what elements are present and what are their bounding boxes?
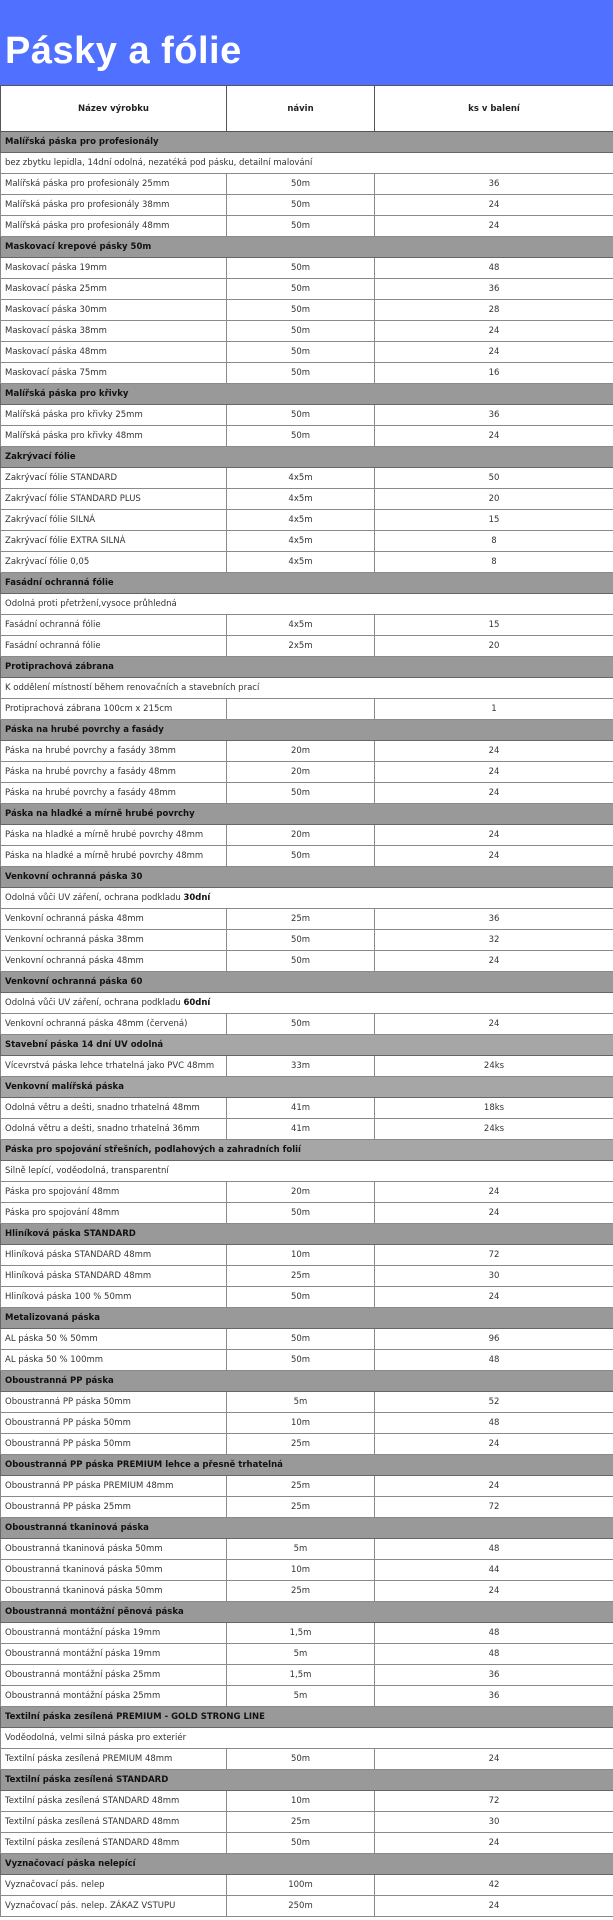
section-title: Hliníková páska STANDARD xyxy=(1,1224,613,1245)
product-length: 4x5m xyxy=(227,510,375,531)
product-length: 50m xyxy=(227,846,375,867)
section-title: Malířská páska pro profesionály xyxy=(1,132,613,153)
product-pack-qty: 24 xyxy=(375,426,613,447)
product-pack-qty: 36 xyxy=(375,909,613,930)
description-text: Odolná vůči UV záření, ochrana podkladu xyxy=(5,893,184,903)
product-name: Fasádní ochranná fólie xyxy=(1,636,227,657)
product-pack-qty: 32 xyxy=(375,930,613,951)
table-row xyxy=(1,1203,613,1224)
section-title: Textilní páska zesílená STANDARD xyxy=(1,1770,613,1791)
product-length: 25m xyxy=(227,1434,375,1455)
description-bold: 30dní xyxy=(183,893,211,903)
product-pack-qty: 24 xyxy=(375,1014,613,1035)
section-title: Páska na hladké a mírně hrubé povrchy xyxy=(1,804,613,825)
table-row xyxy=(1,321,613,342)
section-title: Fasádní ochranná fólie xyxy=(1,573,613,594)
product-length: 5m xyxy=(227,1686,375,1707)
product-length: 5m xyxy=(227,1539,375,1560)
product-name: Venkovní ochranná páska 48mm xyxy=(1,951,227,972)
description-text: Silně lepící, voděodolná, transparentní xyxy=(5,1166,169,1176)
product-pack-qty: 24 xyxy=(375,195,613,216)
product-length: 2x5m xyxy=(227,636,375,657)
section-description-row xyxy=(1,1161,613,1182)
product-name: Fasádní ochranná fólie xyxy=(1,615,227,636)
product-length: 1,5m xyxy=(227,1623,375,1644)
product-pack-qty: 24 xyxy=(375,846,613,867)
product-name: Páska na hladké a mírně hrubé povrchy 48mm xyxy=(1,846,227,867)
product-name: Oboustranná PP páska 50mm xyxy=(1,1434,227,1455)
product-length: 25m xyxy=(227,1812,375,1833)
table-row xyxy=(1,783,613,804)
section-header-row xyxy=(1,1224,613,1245)
product-length: 20m xyxy=(227,762,375,783)
column-header-pack-qty: ks v balení xyxy=(375,86,613,132)
product-pack-qty: 20 xyxy=(375,489,613,510)
product-pack-qty: 48 xyxy=(375,258,613,279)
table-row xyxy=(1,741,613,762)
product-pack-qty: 24 xyxy=(375,783,613,804)
product-pack-qty: 28 xyxy=(375,300,613,321)
table-row xyxy=(1,489,613,510)
product-pack-qty: 24 xyxy=(375,825,613,846)
product-length: 50m xyxy=(227,363,375,384)
product-length: 50m xyxy=(227,1749,375,1770)
section-header-row xyxy=(1,657,613,678)
product-pack-qty: 24 xyxy=(375,762,613,783)
product-name: Oboustranná PP páska 50mm xyxy=(1,1392,227,1413)
table-row xyxy=(1,1413,613,1434)
product-pack-qty: 50 xyxy=(375,468,613,489)
section-description-row xyxy=(1,594,613,615)
product-name: Páska na hladké a mírně hrubé povrchy 48mm xyxy=(1,825,227,846)
product-length: 50m xyxy=(227,405,375,426)
table-row xyxy=(1,1245,613,1266)
product-length: 50m xyxy=(227,321,375,342)
product-length: 41m xyxy=(227,1098,375,1119)
table-row xyxy=(1,1434,613,1455)
product-name: AL páska 50 % 100mm xyxy=(1,1350,227,1371)
section-header-row xyxy=(1,1707,613,1728)
product-name: Vyznačovací pás. nelep. ZÁKAZ VSTUPU xyxy=(1,1896,227,1917)
product-length: 50m xyxy=(227,342,375,363)
table-row xyxy=(1,1791,613,1812)
product-name: Páska na hrubé povrchy a fasády 38mm xyxy=(1,741,227,762)
description-text: K oddělení místností během renovačních a stavebních prací xyxy=(5,683,260,693)
product-pack-qty: 36 xyxy=(375,405,613,426)
table-row xyxy=(1,1476,613,1497)
product-pack-qty: 72 xyxy=(375,1245,613,1266)
section-header-row xyxy=(1,804,613,825)
product-length: 33m xyxy=(227,1056,375,1077)
product-name: AL páska 50 % 50mm xyxy=(1,1329,227,1350)
product-length: 5m xyxy=(227,1644,375,1665)
product-length: 4x5m xyxy=(227,615,375,636)
section-title: Venkovní ochranná páska 60 xyxy=(1,972,613,993)
product-name: Páska na hrubé povrchy a fasády 48mm xyxy=(1,783,227,804)
table-row xyxy=(1,1014,613,1035)
table-row xyxy=(1,1182,613,1203)
page-banner xyxy=(0,0,613,85)
product-length: 50m xyxy=(227,783,375,804)
product-length: 50m xyxy=(227,1287,375,1308)
product-pack-qty: 24ks xyxy=(375,1119,613,1140)
product-pack-qty: 24 xyxy=(375,1896,613,1917)
table-row xyxy=(1,1497,613,1518)
table-row xyxy=(1,846,613,867)
product-pack-qty: 52 xyxy=(375,1392,613,1413)
section-header-row xyxy=(1,132,613,153)
product-name: Hliníková páska STANDARD 48mm xyxy=(1,1245,227,1266)
product-name: Vícevrstvá páska lehce trhatelná jako PVC 48mm xyxy=(1,1056,227,1077)
product-length: 50m xyxy=(227,1833,375,1854)
product-length: 25m xyxy=(227,909,375,930)
section-header-row xyxy=(1,1077,613,1098)
table-row xyxy=(1,552,613,573)
product-name: Textilní páska zesílená STANDARD 48mm xyxy=(1,1833,227,1854)
section-description-row xyxy=(1,153,613,174)
product-name: Oboustranná montážní páska 19mm xyxy=(1,1644,227,1665)
table-row xyxy=(1,405,613,426)
product-length: 4x5m xyxy=(227,531,375,552)
table-row xyxy=(1,930,613,951)
section-header-row xyxy=(1,573,613,594)
table-row xyxy=(1,300,613,321)
product-length: 50m xyxy=(227,216,375,237)
section-description xyxy=(1,1728,613,1749)
product-name: Venkovní ochranná páska 48mm (červená) xyxy=(1,1014,227,1035)
section-title: Metalizovaná páska xyxy=(1,1308,613,1329)
product-name: Malířská páska pro křivky 48mm xyxy=(1,426,227,447)
table-row xyxy=(1,636,613,657)
section-description-row xyxy=(1,888,613,909)
table-row xyxy=(1,258,613,279)
product-pack-qty: 72 xyxy=(375,1497,613,1518)
product-pack-qty: 36 xyxy=(375,1686,613,1707)
product-name: Hliníková páska STANDARD 48mm xyxy=(1,1266,227,1287)
table-header-row xyxy=(1,86,613,132)
table-row xyxy=(1,1392,613,1413)
product-name: Oboustranná montážní páska 19mm xyxy=(1,1623,227,1644)
product-length: 25m xyxy=(227,1476,375,1497)
product-pack-qty: 48 xyxy=(375,1623,613,1644)
table-row xyxy=(1,762,613,783)
product-pack-qty: 48 xyxy=(375,1350,613,1371)
section-description xyxy=(1,993,613,1014)
product-length: 50m xyxy=(227,195,375,216)
table-row xyxy=(1,1896,613,1917)
product-length: 4x5m xyxy=(227,489,375,510)
table-row xyxy=(1,468,613,489)
product-name: Venkovní ochranná páska 48mm xyxy=(1,909,227,930)
description-bold: 60dní xyxy=(183,998,211,1008)
product-pack-qty: 48 xyxy=(375,1644,613,1665)
product-pack-qty: 1 xyxy=(375,699,613,720)
section-description xyxy=(1,678,613,699)
product-pack-qty: 30 xyxy=(375,1266,613,1287)
product-name: Oboustranná PP páska 25mm xyxy=(1,1497,227,1518)
product-pack-qty: 24 xyxy=(375,951,613,972)
section-title: Protiprachová zábrana xyxy=(1,657,613,678)
description-text: Odolná vůči UV záření, ochrana podkladu xyxy=(5,998,184,1008)
product-name: Maskovací páska 75mm xyxy=(1,363,227,384)
product-name: Hliníková páska 100 % 50mm xyxy=(1,1287,227,1308)
section-title: Venkovní malířská páska xyxy=(1,1077,613,1098)
product-length: 100m xyxy=(227,1875,375,1896)
product-name: Páska na hrubé povrchy a fasády 48mm xyxy=(1,762,227,783)
product-length: 25m xyxy=(227,1266,375,1287)
section-title: Oboustranná montážní pěnová páska xyxy=(1,1602,613,1623)
product-name: Oboustranná montážní páska 25mm xyxy=(1,1665,227,1686)
section-header-row xyxy=(1,972,613,993)
product-pack-qty: 24 xyxy=(375,342,613,363)
product-length: 5m xyxy=(227,1392,375,1413)
product-name: Zakrývací fólie 0,05 xyxy=(1,552,227,573)
product-pack-qty: 48 xyxy=(375,1413,613,1434)
product-length: 25m xyxy=(227,1581,375,1602)
table-row xyxy=(1,951,613,972)
product-length: 50m xyxy=(227,1014,375,1035)
product-pack-qty: 36 xyxy=(375,279,613,300)
product-length: 1,5m xyxy=(227,1665,375,1686)
section-description xyxy=(1,153,613,174)
section-title: Oboustranná tkaninová páska xyxy=(1,1518,613,1539)
section-title: Malířská páska pro křivky xyxy=(1,384,613,405)
page-title: Pásky a fólie xyxy=(5,30,242,72)
table-row xyxy=(1,1833,613,1854)
product-name: Textilní páska zesílená STANDARD 48mm xyxy=(1,1791,227,1812)
table-row xyxy=(1,1665,613,1686)
table-row xyxy=(1,216,613,237)
section-header-row xyxy=(1,720,613,741)
product-pack-qty: 42 xyxy=(375,1875,613,1896)
product-name: Zakrývací fólie EXTRA SILNÁ xyxy=(1,531,227,552)
product-name: Páska pro spojování 48mm xyxy=(1,1203,227,1224)
table-row xyxy=(1,279,613,300)
product-length: 50m xyxy=(227,930,375,951)
table-row xyxy=(1,510,613,531)
table-row xyxy=(1,909,613,930)
product-name: Oboustranná montážní páska 25mm xyxy=(1,1686,227,1707)
product-pack-qty: 24 xyxy=(375,1434,613,1455)
product-pack-qty: 8 xyxy=(375,531,613,552)
product-pack-qty: 24 xyxy=(375,216,613,237)
product-name: Páska pro spojování 48mm xyxy=(1,1182,227,1203)
product-pack-qty: 24 xyxy=(375,1287,613,1308)
product-name: Oboustranná tkaninová páska 50mm xyxy=(1,1539,227,1560)
table-row xyxy=(1,1119,613,1140)
product-pack-qty: 24ks xyxy=(375,1056,613,1077)
product-length: 50m xyxy=(227,1329,375,1350)
section-title: Vyznačovací páska nelepící xyxy=(1,1854,613,1875)
product-pack-qty: 44 xyxy=(375,1560,613,1581)
product-length: 20m xyxy=(227,1182,375,1203)
product-table xyxy=(0,85,613,1917)
section-header-row xyxy=(1,1308,613,1329)
section-header-row xyxy=(1,867,613,888)
description-text: bez zbytku lepidla, 14dní odolná, nezatéká pod pásku, detailní malování xyxy=(5,158,313,168)
column-header-length: návin xyxy=(227,86,375,132)
section-title: Oboustranná PP páska PREMIUM lehce a přesně trhatelná xyxy=(1,1455,613,1476)
table-row xyxy=(1,1749,613,1770)
product-pack-qty: 24 xyxy=(375,321,613,342)
section-description xyxy=(1,594,613,615)
product-name: Maskovací páska 25mm xyxy=(1,279,227,300)
product-name: Vyznačovací pás. nelep xyxy=(1,1875,227,1896)
product-length: 50m xyxy=(227,174,375,195)
section-header-row xyxy=(1,384,613,405)
product-name: Protiprachová zábrana 100cm x 215cm xyxy=(1,699,227,720)
section-header-row xyxy=(1,1455,613,1476)
column-header-name: Název výrobku xyxy=(1,86,227,132)
section-header-row xyxy=(1,1770,613,1791)
table-row xyxy=(1,1644,613,1665)
product-name: Venkovní ochranná páska 38mm xyxy=(1,930,227,951)
product-name: Zakrývací fólie STANDARD PLUS xyxy=(1,489,227,510)
table-row xyxy=(1,1266,613,1287)
table-row xyxy=(1,1875,613,1896)
product-pack-qty: 24 xyxy=(375,1833,613,1854)
section-title: Páska pro spojování střešních, podlahových a zahradních folií xyxy=(1,1140,613,1161)
product-pack-qty: 24 xyxy=(375,1581,613,1602)
product-pack-qty: 30 xyxy=(375,1812,613,1833)
product-name: Textilní páska zesílená STANDARD 48mm xyxy=(1,1812,227,1833)
section-description-row xyxy=(1,1728,613,1749)
product-name: Malířská páska pro profesionály 38mm xyxy=(1,195,227,216)
product-pack-qty: 24 xyxy=(375,741,613,762)
section-header-row xyxy=(1,237,613,258)
table-row xyxy=(1,195,613,216)
section-title: Oboustranná PP páska xyxy=(1,1371,613,1392)
section-header-row xyxy=(1,1371,613,1392)
section-title: Venkovní ochranná páska 30 xyxy=(1,867,613,888)
product-length: 41m xyxy=(227,1119,375,1140)
product-length: 50m xyxy=(227,258,375,279)
product-length: 50m xyxy=(227,1350,375,1371)
product-pack-qty: 24 xyxy=(375,1476,613,1497)
product-pack-qty: 36 xyxy=(375,1665,613,1686)
table-row xyxy=(1,1812,613,1833)
product-name: Malířská páska pro křivky 25mm xyxy=(1,405,227,426)
product-pack-qty: 48 xyxy=(375,1539,613,1560)
table-row xyxy=(1,174,613,195)
product-name: Maskovací páska 30mm xyxy=(1,300,227,321)
table-body xyxy=(1,132,613,1917)
product-pack-qty: 8 xyxy=(375,552,613,573)
product-length: 10m xyxy=(227,1245,375,1266)
product-name: Zakrývací fólie SILNÁ xyxy=(1,510,227,531)
table-row xyxy=(1,1560,613,1581)
product-name: Malířská páska pro profesionály 48mm xyxy=(1,216,227,237)
table-row xyxy=(1,531,613,552)
table-row xyxy=(1,1686,613,1707)
product-length: 50m xyxy=(227,300,375,321)
section-title: Textilní páska zesílená PREMIUM - GOLD STRONG LINE xyxy=(1,1707,613,1728)
product-name: Textilní páska zesílená PREMIUM 48mm xyxy=(1,1749,227,1770)
product-pack-qty: 24 xyxy=(375,1182,613,1203)
product-length: 10m xyxy=(227,1560,375,1581)
product-pack-qty: 24 xyxy=(375,1749,613,1770)
table-row xyxy=(1,1056,613,1077)
product-name: Oboustranná tkaninová páska 50mm xyxy=(1,1560,227,1581)
table-row xyxy=(1,1350,613,1371)
table-row xyxy=(1,342,613,363)
description-text: Odolná proti přetržení,vysoce průhledná xyxy=(5,599,177,609)
product-pack-qty: 20 xyxy=(375,636,613,657)
section-title: Zakrývací fólie xyxy=(1,447,613,468)
product-length: 10m xyxy=(227,1413,375,1434)
product-pack-qty: 72 xyxy=(375,1791,613,1812)
product-length: 50m xyxy=(227,426,375,447)
product-pack-qty: 15 xyxy=(375,510,613,531)
section-header-row xyxy=(1,1140,613,1161)
product-pack-qty: 36 xyxy=(375,174,613,195)
product-length: 50m xyxy=(227,951,375,972)
table-row xyxy=(1,1098,613,1119)
product-length: 20m xyxy=(227,825,375,846)
product-length: 10m xyxy=(227,1791,375,1812)
section-title: Páska na hrubé povrchy a fasády xyxy=(1,720,613,741)
section-description xyxy=(1,1161,613,1182)
table-row xyxy=(1,1539,613,1560)
table-row xyxy=(1,1329,613,1350)
product-length: 50m xyxy=(227,279,375,300)
section-description-row xyxy=(1,993,613,1014)
product-length xyxy=(227,699,375,720)
product-length: 4x5m xyxy=(227,552,375,573)
product-length: 20m xyxy=(227,741,375,762)
section-title: Maskovací krepové pásky 50m xyxy=(1,237,613,258)
table-row xyxy=(1,699,613,720)
section-header-row xyxy=(1,1518,613,1539)
product-pack-qty: 24 xyxy=(375,1203,613,1224)
section-header-row xyxy=(1,447,613,468)
section-title: Stavební páska 14 dní UV odolná xyxy=(1,1035,613,1056)
section-description xyxy=(1,888,613,909)
table-row xyxy=(1,1581,613,1602)
product-name: Oboustranná tkaninová páska 50mm xyxy=(1,1581,227,1602)
product-pack-qty: 96 xyxy=(375,1329,613,1350)
product-length: 25m xyxy=(227,1497,375,1518)
product-length: 4x5m xyxy=(227,468,375,489)
product-name: Odolná větru a dešti, snadno trhatelná 36mm xyxy=(1,1119,227,1140)
product-name: Malířská páska pro profesionály 25mm xyxy=(1,174,227,195)
table-row xyxy=(1,1287,613,1308)
product-pack-qty: 15 xyxy=(375,615,613,636)
product-pack-qty: 16 xyxy=(375,363,613,384)
product-name: Oboustranná PP páska PREMIUM 48mm xyxy=(1,1476,227,1497)
product-name: Maskovací páska 38mm xyxy=(1,321,227,342)
product-name: Oboustranná PP páska 50mm xyxy=(1,1413,227,1434)
product-length: 50m xyxy=(227,1203,375,1224)
product-length: 250m xyxy=(227,1896,375,1917)
section-description-row xyxy=(1,678,613,699)
table-row xyxy=(1,615,613,636)
product-pack-qty: 18ks xyxy=(375,1098,613,1119)
table-row xyxy=(1,426,613,447)
product-name: Maskovací páska 19mm xyxy=(1,258,227,279)
product-name: Maskovací páska 48mm xyxy=(1,342,227,363)
product-name: Zakrývací fólie STANDARD xyxy=(1,468,227,489)
table-row xyxy=(1,825,613,846)
table-row xyxy=(1,1623,613,1644)
description-text: Voděodolná, velmi silná páska pro exteriér xyxy=(5,1733,187,1743)
table-row xyxy=(1,363,613,384)
product-name: Odolná větru a dešti, snadno trhatelná 48mm xyxy=(1,1098,227,1119)
section-header-row xyxy=(1,1854,613,1875)
section-header-row xyxy=(1,1602,613,1623)
section-header-row xyxy=(1,1035,613,1056)
